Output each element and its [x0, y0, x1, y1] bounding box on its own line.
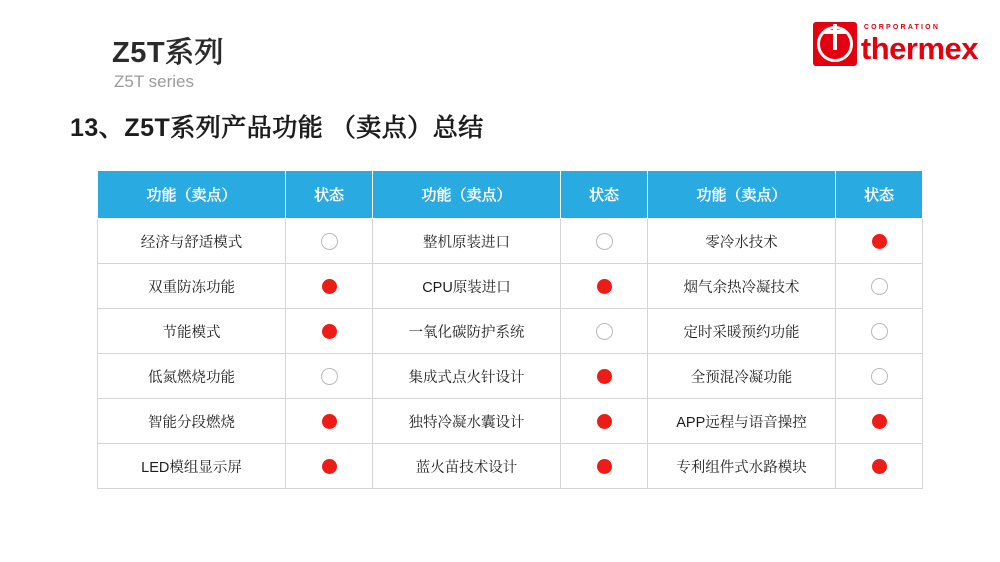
- logo-vertical-bar-shape: [833, 24, 837, 50]
- status-dot-empty-icon: [596, 233, 613, 250]
- feature-cell: CPU原装进口: [373, 264, 561, 309]
- state-cell: [286, 399, 373, 444]
- column-header-feature-2: 功能（卖点）: [373, 171, 561, 219]
- state-cell: [561, 219, 648, 264]
- table-row: [98, 264, 923, 309]
- logo-corporation-text: CORPORATION: [863, 24, 941, 31]
- status-dot-filled-icon: [597, 369, 612, 384]
- status-dot-filled-icon: [597, 414, 612, 429]
- table-row: [98, 399, 923, 444]
- column-header-state-3: 状态: [836, 171, 923, 219]
- status-dot-empty-icon: [871, 278, 888, 295]
- page-title-en: Z5T series: [114, 72, 194, 91]
- state-cell: [836, 354, 923, 399]
- features-table-body: [98, 219, 923, 489]
- state-cell: [286, 444, 373, 489]
- state-cell: [286, 354, 373, 399]
- table-row: [98, 354, 923, 399]
- status-dot-filled-icon: [872, 414, 887, 429]
- feature-cell: 双重防冻功能: [98, 264, 286, 309]
- status-dot-filled-icon: [322, 414, 337, 429]
- status-dot-filled-icon: [322, 324, 337, 339]
- feature-cell: 全预混冷凝功能: [648, 354, 836, 399]
- status-dot-filled-icon: [597, 459, 612, 474]
- state-cell: [561, 309, 648, 354]
- feature-cell: 烟气余热冷凝技术: [648, 264, 836, 309]
- status-dot-filled-icon: [597, 279, 612, 294]
- state-cell: [561, 264, 648, 309]
- feature-cell: 整机原装进口: [373, 219, 561, 264]
- section-title: 13、Z5T系列产品功能 （卖点）总结: [70, 114, 484, 142]
- state-cell: [286, 264, 373, 309]
- table-row: [98, 444, 923, 489]
- logo-text-group: [861, 24, 978, 64]
- column-header-feature-1: 功能（卖点）: [98, 171, 286, 219]
- logo-wordmark: thermex: [860, 31, 978, 66]
- state-cell: [561, 444, 648, 489]
- feature-cell: 定时采暖预约功能: [648, 309, 836, 354]
- logo-horizontal-bar-shape: [824, 30, 846, 34]
- table-row: [98, 219, 923, 264]
- status-dot-filled-icon: [872, 234, 887, 249]
- state-cell: [836, 444, 923, 489]
- status-dot-filled-icon: [322, 459, 337, 474]
- state-cell: [836, 399, 923, 444]
- table-row: [98, 309, 923, 354]
- feature-cell: 集成式点火针设计: [373, 354, 561, 399]
- feature-cell: 节能模式: [98, 309, 286, 354]
- status-dot-empty-icon: [596, 323, 613, 340]
- state-cell: [561, 354, 648, 399]
- status-dot-empty-icon: [321, 233, 338, 250]
- feature-cell: 零冷水技术: [648, 219, 836, 264]
- table-header-row: [98, 171, 923, 219]
- feature-cell: 蓝火苗技术设计: [373, 444, 561, 489]
- feature-cell: 经济与舒适模式: [98, 219, 286, 264]
- column-header-state-2: 状态: [561, 171, 648, 219]
- state-cell: [286, 219, 373, 264]
- column-header-feature-3: 功能（卖点）: [648, 171, 836, 219]
- feature-cell: 智能分段燃烧: [98, 399, 286, 444]
- features-table-wrapper: [97, 170, 905, 489]
- feature-cell: 独特冷凝水囊设计: [373, 399, 561, 444]
- state-cell: [561, 399, 648, 444]
- status-dot-empty-icon: [871, 368, 888, 385]
- column-header-state-1: 状态: [286, 171, 373, 219]
- status-dot-empty-icon: [871, 323, 888, 340]
- status-dot-filled-icon: [872, 459, 887, 474]
- features-table-head: [98, 171, 923, 219]
- feature-cell: APP远程与语音操控: [648, 399, 836, 444]
- page-title-cn: Z5T系列: [112, 37, 225, 69]
- state-cell: [836, 264, 923, 309]
- feature-cell: 一氧化碳防护系统: [373, 309, 561, 354]
- thermex-logo-mark-icon: [813, 22, 857, 66]
- status-dot-filled-icon: [322, 279, 337, 294]
- feature-cell: 低氮燃烧功能: [98, 354, 286, 399]
- thermex-logo: [813, 22, 978, 66]
- features-table: [97, 170, 923, 489]
- feature-cell: 专利组件式水路模块: [648, 444, 836, 489]
- state-cell: [836, 309, 923, 354]
- state-cell: [836, 219, 923, 264]
- state-cell: [286, 309, 373, 354]
- status-dot-empty-icon: [321, 368, 338, 385]
- feature-cell: LED模组显示屏: [98, 444, 286, 489]
